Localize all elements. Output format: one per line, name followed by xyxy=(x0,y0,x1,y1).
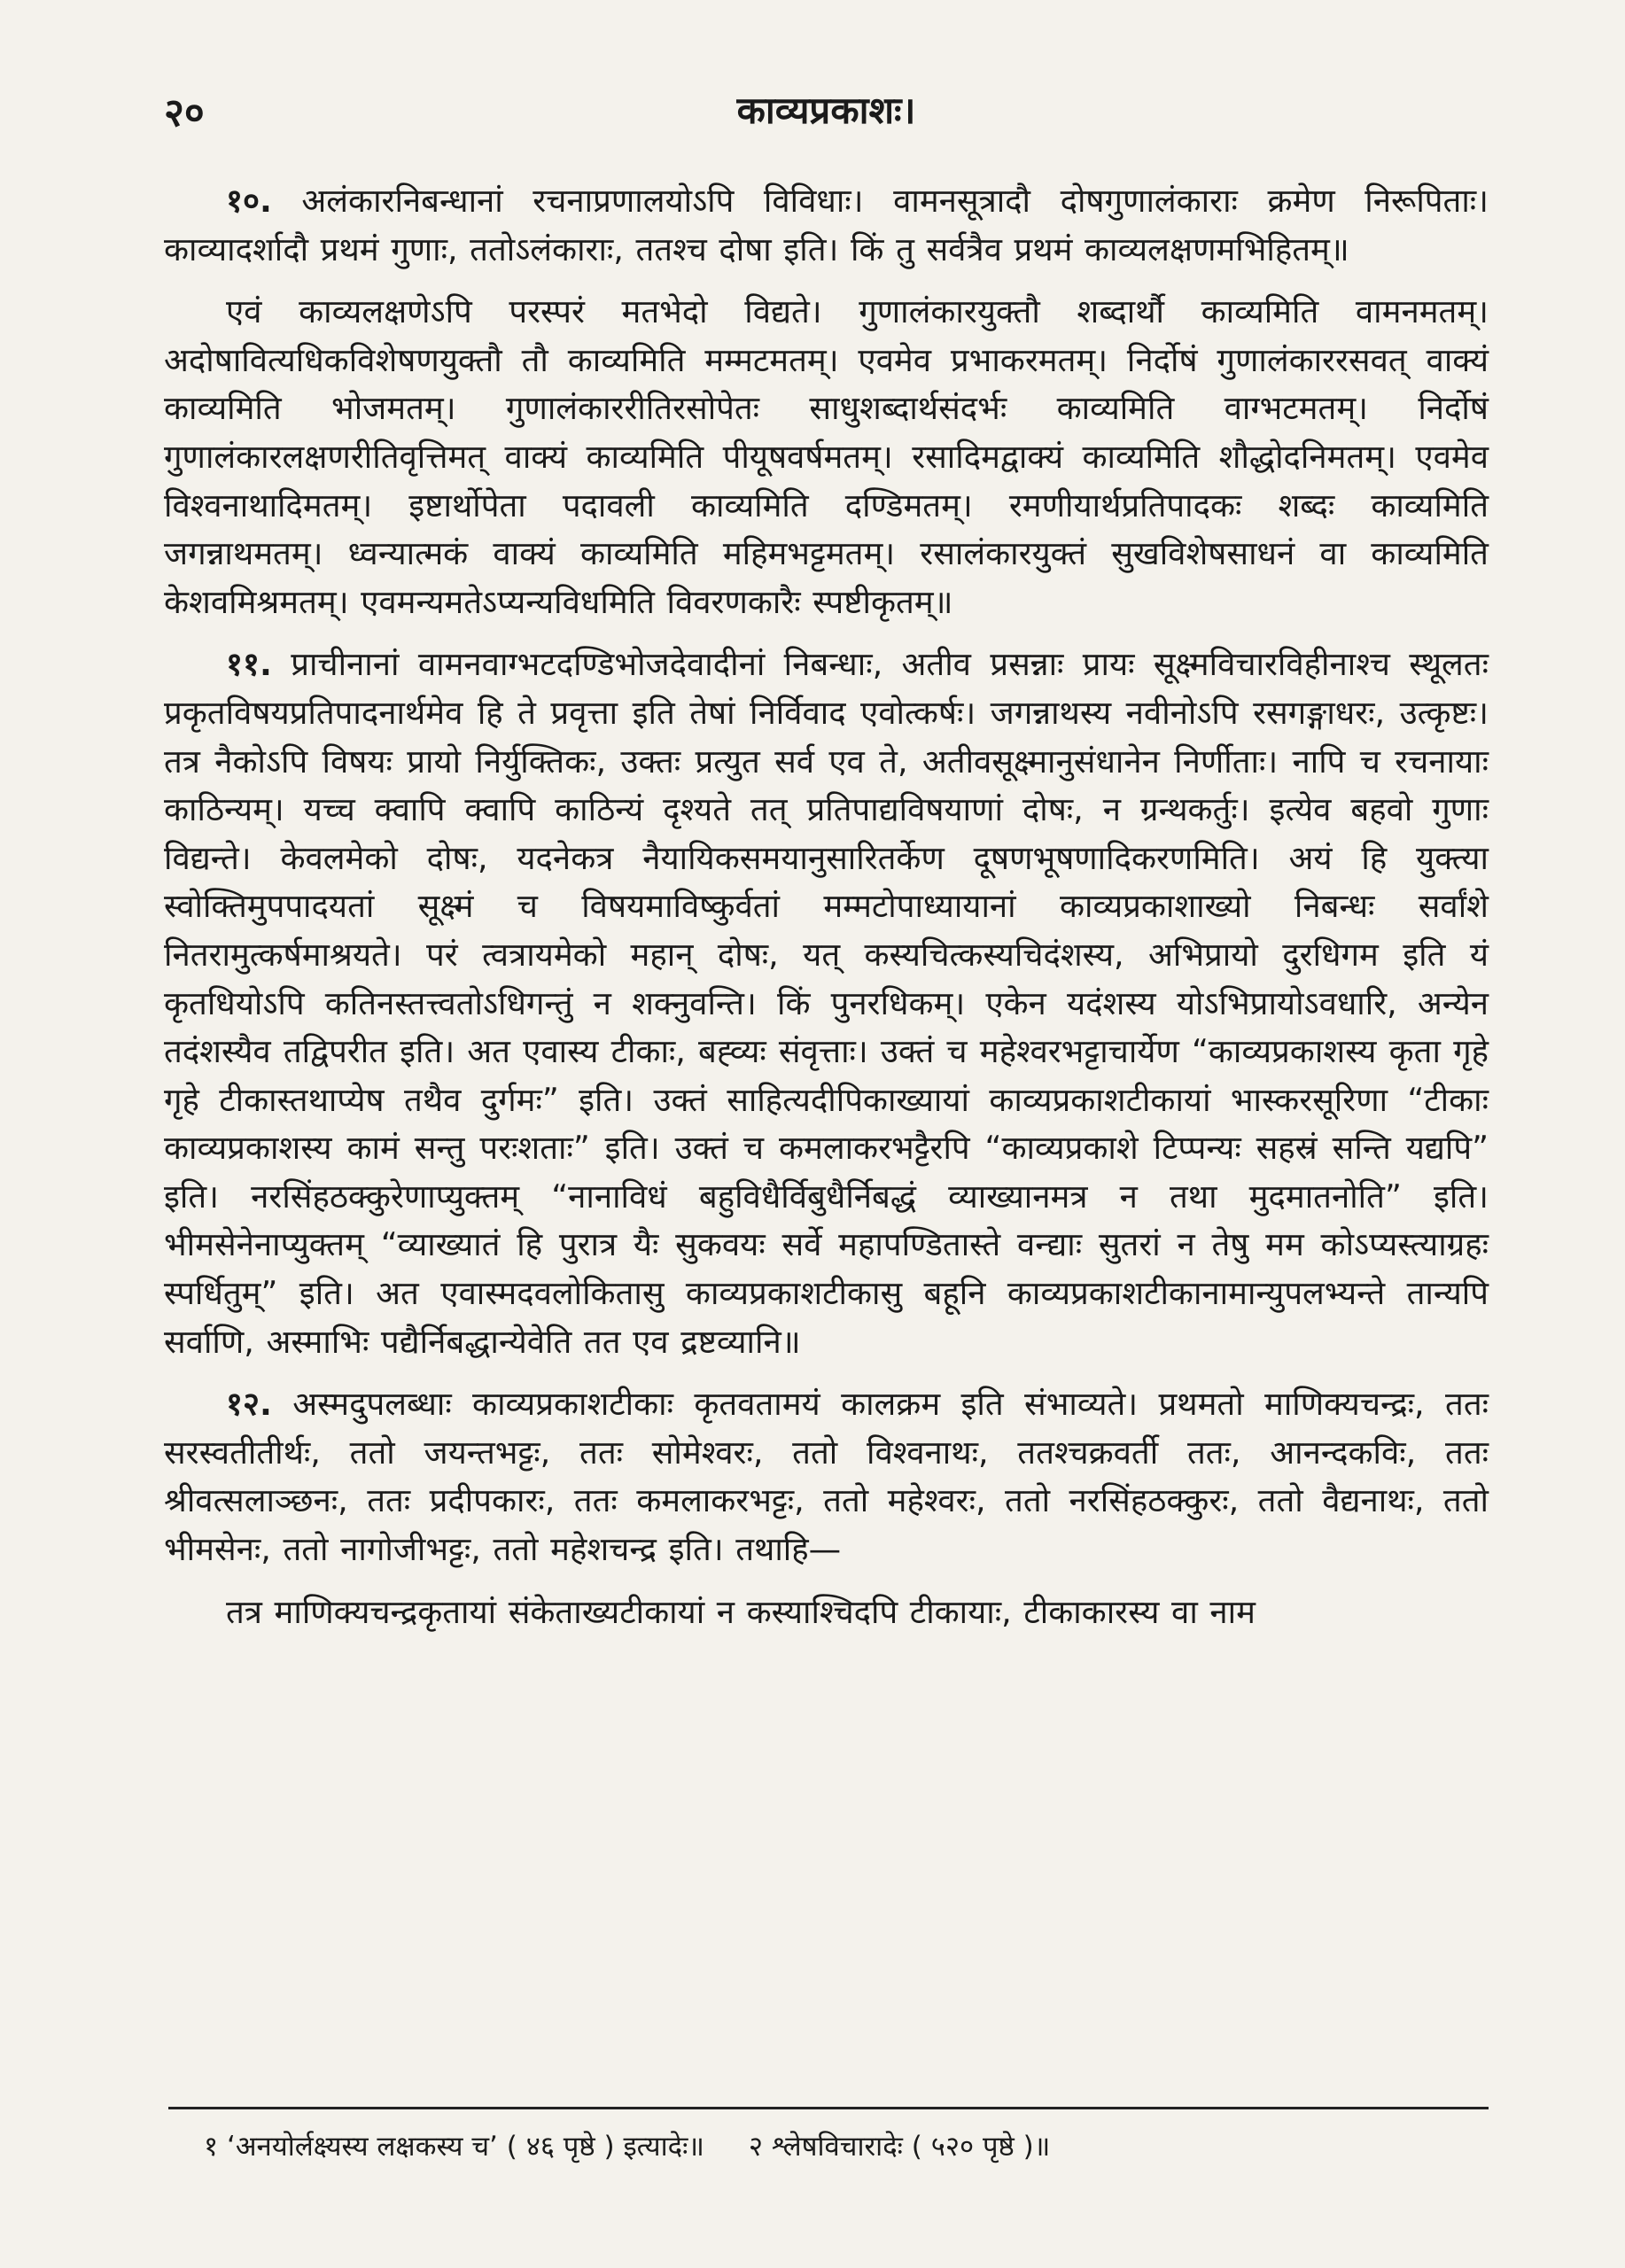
paragraph-text: तत्र माणिक्यचन्द्रकृतायां संकेताख्यटीकायां न कस्याश्चिदपि टीकायाः, टीकाकारस्य वा नाम xyxy=(226,1592,1256,1631)
paragraph-text: एवं काव्यलक्षणेऽपि परस्परं मतभेदो विद्यते। गुणालंकारयुक्तौ शब्दार्थौ काव्यमिति वामनमतम्। अदोषावित्यधिकविशेषणयुक्तौ तौ काव्यमिति मम्मटमतम्। एवमेव प्रभाकरमतम्। निर्दोषं गुणालंकाररसवत् वाक्यं काव्यमिति भोजमतम्। गुणालंकाररीतिरसोपेतः साधुशब्दार्थसंदर्भः काव्यमिति वाग्भटमतम्। निर्दोषं गुणालंकारलक्षणरीतिवृत्तिमत् वाक्यं काव्यमिति पीयूषवर्षमतम्। रसादिमद्वाक्यं काव्यमिति शौद्धोदनिमतम्। एवमेव विश्वनाथादिमतम्। इष्टार्थोपेता पदावली काव्यमिति दण्डिमतम्। रमणीयार्थप्रतिपादकः शब्दः काव्यमिति जगन्नाथमतम्। ध्वन्यात्मकं वाक्यं काव्यमिति महिमभट्टमतम्। रसालंकारयुक्तं सुखविशेषसाधनं वा काव्यमिति केशवमिश्रमतम्। एवमन्यमतेऽप्यन्यविधमिति विवरणकारैः स्पष्टीकृतम्॥ xyxy=(164,292,1489,621)
paragraph-11 xyxy=(164,641,1489,1366)
paragraph-number: १२. xyxy=(226,1385,272,1424)
paragraph-kavya-lakshana xyxy=(164,288,1489,626)
footnote-divider xyxy=(168,2107,1489,2109)
paragraph-number: ११. xyxy=(226,645,272,684)
footnotes xyxy=(204,2126,1489,2167)
paragraph-12 xyxy=(164,1380,1489,1573)
paragraph-text: अलंकारनिबन्धानां रचनाप्रणालयोऽपि विविधाः। वामनसूत्रादौ दोषगुणालंकाराः क्रमेण निरूपिताः। काव्यादर्शादौ प्रथमं गुणाः, ततोऽलंकाराः, ततश्च दोषा इति। किं तु सर्वत्रैव प्रथमं काव्यलक्षणमभिहितम्॥ xyxy=(164,182,1489,268)
paragraph-manikya xyxy=(164,1588,1489,1637)
paragraph-text: प्राचीनानां वामनवाग्भटदण्डिभोजदेवादीनां निबन्धाः, अतीव प्रसन्नाः प्रायः सूक्ष्मविचारविहीनाश्च स्थूलतः प्रकृतविषयप्रतिपादनार्थमेव हि ते प्रवृत्ता इति तेषां निर्विवाद एवोत्कर्षः। जगन्नाथस्य नवीनोऽपि रसगङ्गाधरः, उत्कृष्टः। तत्र नैकोऽपि विषयः प्रायो निर्युक्तिकः, उक्तः प्रत्युत सर्व एव ते, अतीवसूक्ष्मानुसंधानेन निर्णीताः। नापि च रचनायाः काठिन्यम्। यच्च क्वापि क्वापि काठिन्यं दृश्यते तत् प्रतिपाद्यविषयाणां दोषः, न ग्रन्थकर्तुः। इत्येव बहवो गुणाः विद्यन्ते। केवलमेको दोषः, यदनेकत्र नैयायिकसमयानुसारितर्केण दूषणभूषणादिकरणमिति। अयं हि युक्त्या स्वोक्तिमुपपादयतां सूक्ष्मं च विषयमाविष्कुर्वतां मम्मटोपाध्यायानां काव्यप्रकाशाख्यो निबन्धः सर्वांशे नितरामुत्कर्षमाश्रयते। परं त्वत्रायमेको महान् दोषः, यत् कस्यचित्कस्यचिदंशस्य, अभिप्रायो दुरधिगम इति यं कृतधियोऽपि कतिनस्तत्त्वतोऽधिगन्तुं न शक्नुवन्ति। किं पुनरधिकम्। एकेन यदंशस्य योऽभिप्रायोऽवधारि, अन्येन तदंशस्यैव तद्विपरीत इति। अत एवास्य टीकाः, बह्व्यः संवृत्ताः। उक्तं च महेश्वरभट्टाचार्येण “काव्यप्रकाशस्य कृता गृहे गृहे टीकास्तथाप्येष तथैव दुर्गमः” इति। उक्तं साहित्यदीपिकाख्यायां काव्यप्रकाशटीकायां भास्करसूरिणा “टीकाः काव्यप्रकाशस्य कामं सन्तु परःशताः” इति। उक्तं च कमलाकरभट्टैरपि “काव्यप्रकाशे टिप्पन्यः सहस्रं सन्ति यद्यपि” इति। नरसिंहठक्कुरेणाप्युक्तम् “नानाविधं बहुविधैर्विबुधैर्निबद्धं व्याख्यानमत्र न तथा मुदमातनोति” इति। भीमसेनेनाप्युक्तम् “व्याख्यातं हि पुरात्र यैः सुकवयः सर्वे महापण्डितास्ते वन्द्याः सुतरां न तेषु मम कोऽप्यस्त्याग्रहः स्पर्धितुम्” इति। अत एवास्मदवलोकितासु काव्यप्रकाशटीकासु बहूनि काव्यप्रकाशटीकानामान्युपलभ्यन्ते तान्यपि सर्वाणि, अस्माभिः पद्यैर्निबद्धान्येवेति तत एव द्रष्टव्यानि॥ xyxy=(164,645,1489,1361)
page-header xyxy=(164,84,1489,137)
footnote-1: १ ‘अनयोर्लक्ष्यस्य लक्षकस्य च’ ( ४६ पृष्ठे ) इत्यादेः॥ xyxy=(204,2131,704,2163)
paragraph-text: अस्मदुपलब्धाः काव्यप्रकाशटीकाः कृतवतामयं कालक्रम इति संभाव्यते। प्रथमतो माणिक्यचन्द्रः, ततः सरस्वतीतीर्थः, ततो जयन्तभट्टः, ततः सोमेश्वरः, ततो विश्वनाथः, ततश्चक्रवर्ती ततः, आनन्दकविः, ततः श्रीवत्सलाञ्छनः, ततः प्रदीपकारः, ततः कमलाकरभट्टः, ततो महेश्वरः, ततो नरसिंहठक्कुरः, ततो वैद्यनाथः, ततो भीमसेनः, ततो नागोजीभट्टः, ततो महेशचन्द्र इति। तथाहि— xyxy=(164,1385,1489,1569)
running-title: काव्यप्रकाशः। xyxy=(736,89,916,132)
page-number: २० xyxy=(164,90,205,136)
paragraph-10 xyxy=(164,177,1489,274)
footnote-2: २ श्लेषविचारादेः ( ५२० पृष्ठे )॥ xyxy=(748,2131,1051,2163)
paragraph-number: १०. xyxy=(226,182,272,220)
page-body xyxy=(164,177,1489,1651)
